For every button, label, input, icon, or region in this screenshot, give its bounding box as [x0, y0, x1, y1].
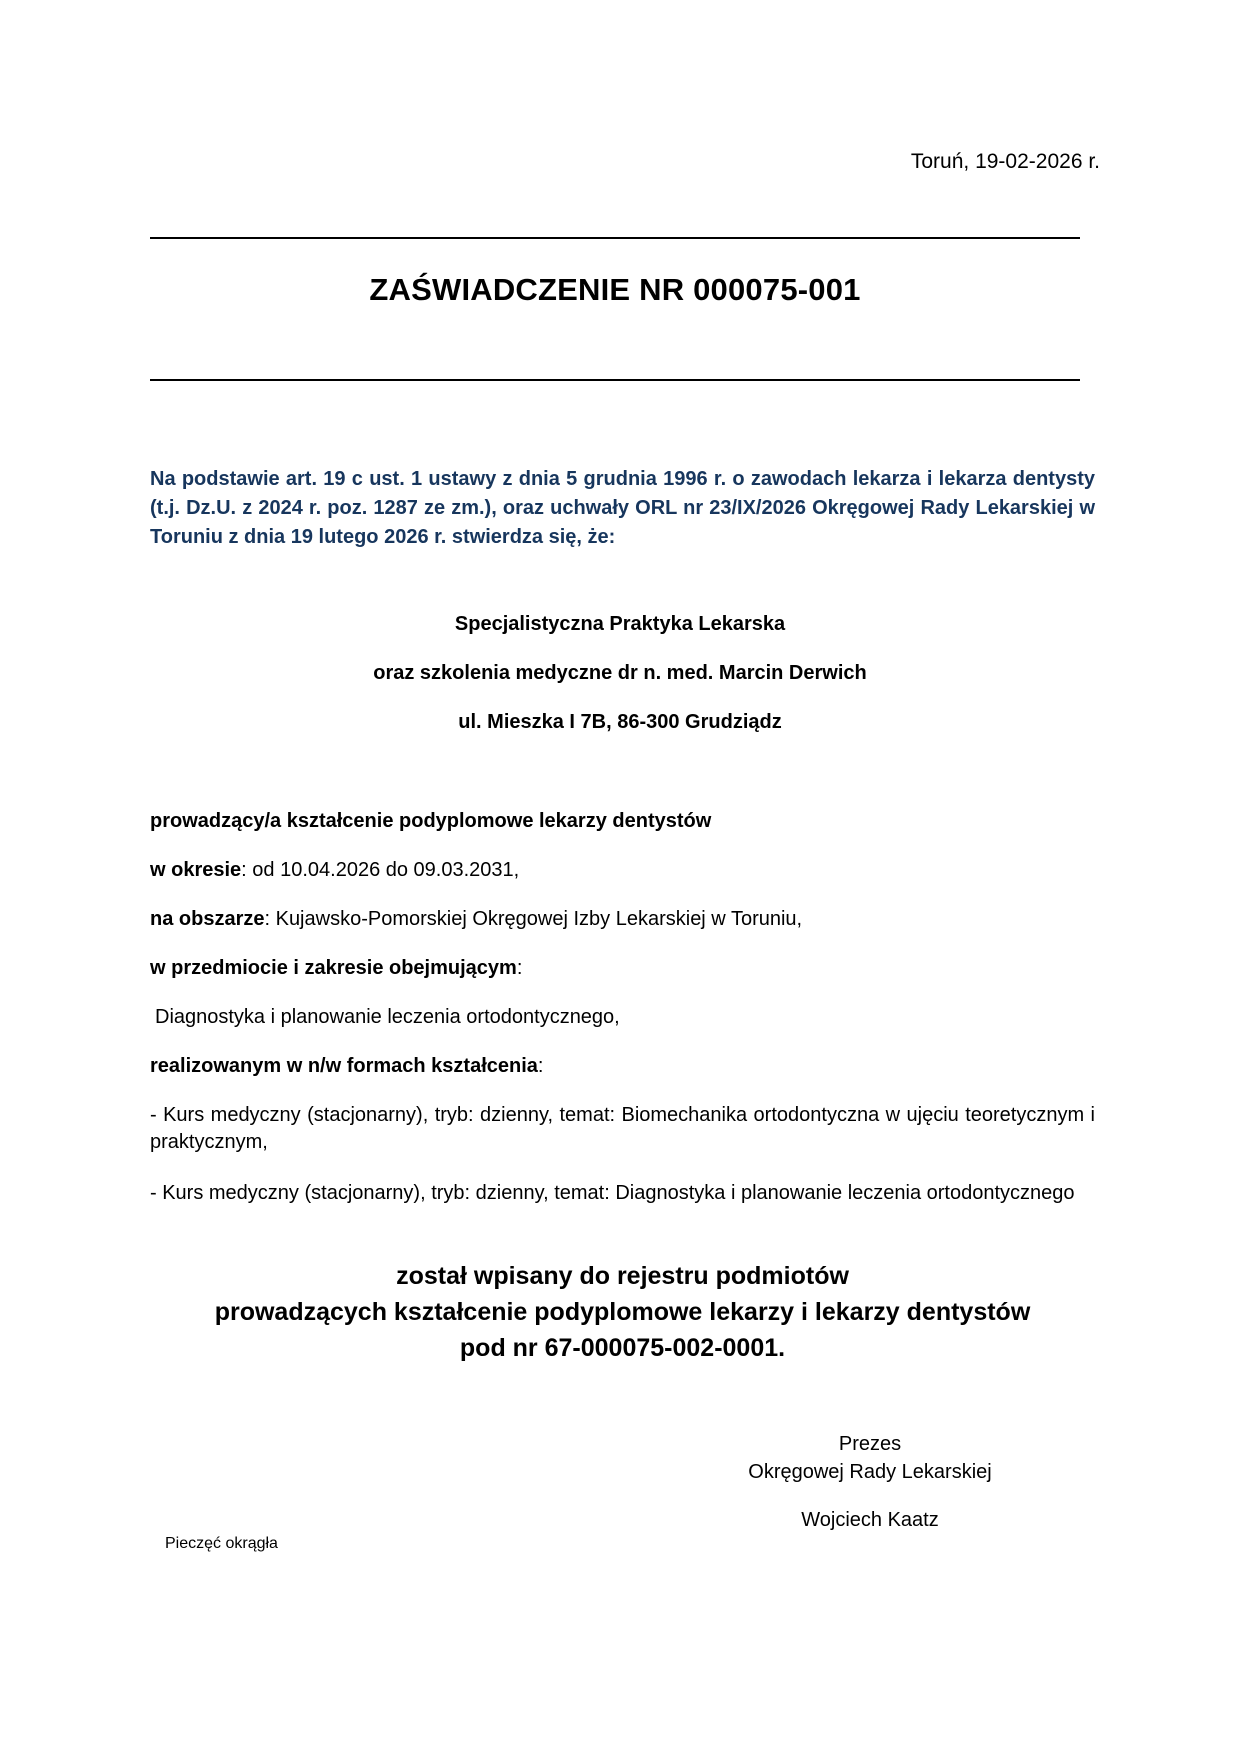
subject-value: Diagnostyka i planowanie leczenia ortodontycznego, — [155, 1006, 620, 1028]
area-label: na obszarze — [150, 908, 265, 930]
forms-line — [150, 1053, 1095, 1080]
signatory-body: Okręgowej Rady Lekarskiej — [748, 1461, 992, 1483]
form-item: - Kurs medyczny (stacjonarny), tryb: dzienny, temat: Diagnostyka i planowanie leczenia ortodontycznego — [150, 1182, 1075, 1204]
place-date: Toruń, 19-02-2026 r. — [910, 150, 1100, 173]
bottom-divider — [150, 379, 1080, 381]
registration-line: prowadzących kształcenie podyplomowe lekarzy i lekarzy dentystów — [214, 1298, 1031, 1326]
period-label: w okresie — [150, 859, 242, 881]
entity-name: Specjalistyczna Praktyka Lekarska — [454, 613, 786, 635]
forms-colon: : — [537, 1055, 544, 1077]
signatory-role: Prezes — [838, 1433, 902, 1455]
area-line — [150, 906, 1095, 933]
period-value: : od 10.04.2026 do 09.03.2031, — [241, 859, 520, 881]
area-value: : Kujawsko-Pomorskiej Okręgowej Izby Lekarskiej w Toruniu, — [264, 908, 803, 930]
registration-line: został wpisany do rejestru podmiotów — [396, 1262, 849, 1290]
period-line — [150, 857, 1095, 884]
legal-basis: Na podstawie art. 19 c ust. 1 ustawy z dnia 5 grudnia 1996 r. o zawodach lekarza i lekarza dentysty (t.j. Dz.U. z 2024 r. poz. 1287 ze zm.), oraz uchwały ORL nr 23/IX/2026 Okręgowej Rady Lekarskiej w Toruniu z dnia 19 lutego 2026 r. stwierdza się, że: — [150, 468, 1095, 548]
entity-address: ul. Mieszka I 7B, 86-300 Grudziądz — [458, 711, 782, 733]
top-divider — [150, 237, 1080, 239]
signatory-name: Wojciech Kaatz — [801, 1509, 939, 1531]
forms-label: realizowanym w n/w formach kształcenia — [150, 1055, 538, 1077]
stamp-placeholder: Pieczęć okrągła — [165, 1535, 278, 1552]
registration-number: pod nr 67-000075-002-0001. — [459, 1334, 786, 1362]
entity-owner: oraz szkolenia medyczne dr n. med. Marcin Derwich — [373, 662, 867, 684]
registration-statement — [150, 1258, 1095, 1366]
form-item: - Kurs medyczny (stacjonarny), tryb: dzienny, temat: Biomechanika ortodontyczna w ujęciu teoretycznym i praktycznym, — [150, 1104, 1095, 1153]
subject-label: w przedmiocie i zakresie obejmującym — [150, 957, 517, 979]
certificate-title: ZAŚWIADCZENIE NR 000075-001 — [369, 272, 861, 307]
subject-line — [150, 955, 1095, 982]
subject-colon: : — [516, 957, 523, 979]
role-line: prowadzący/a kształcenie podyplomowe lekarzy dentystów — [150, 810, 712, 832]
